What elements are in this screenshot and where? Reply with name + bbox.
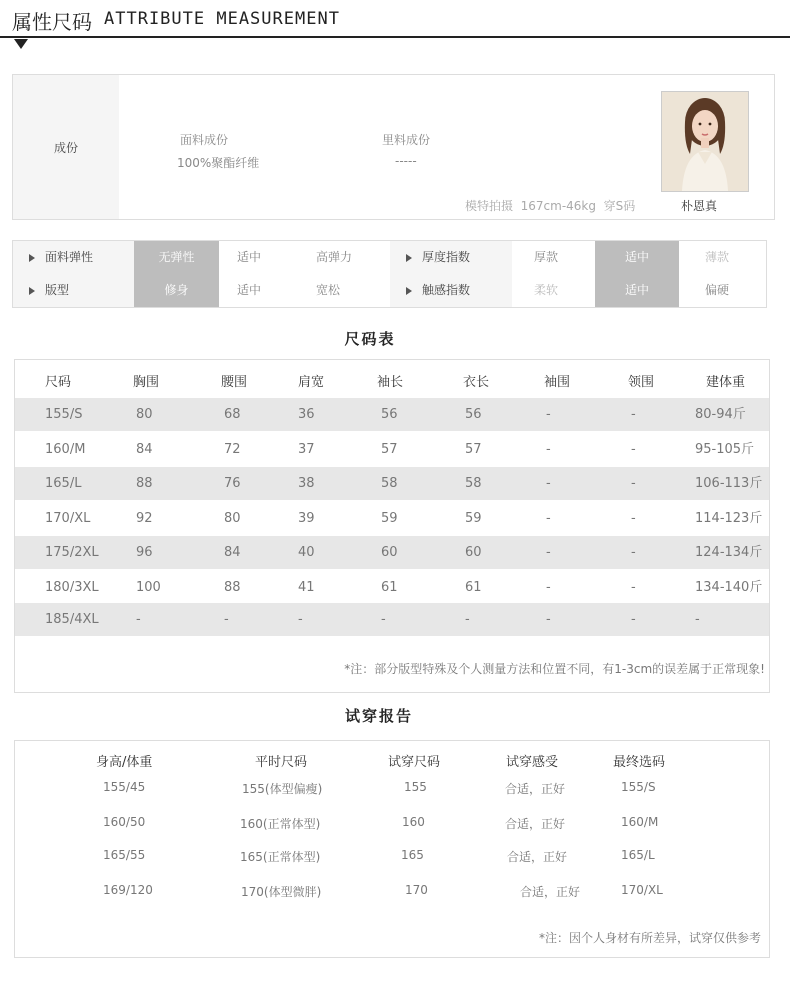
attr-option: 宽松 (316, 283, 341, 297)
table-cell: 155(体型偏瘦) (242, 782, 323, 796)
table-cell: 41 (298, 580, 315, 595)
table-cell: 170/XL (45, 511, 91, 526)
col-header: 腰围 (221, 375, 248, 390)
table-cell: 合适，正好 (505, 817, 566, 831)
table-cell: 165(正常体型) (240, 850, 321, 864)
table-cell: 39 (298, 511, 315, 526)
col-header: 身高/体重 (96, 755, 153, 770)
table-cell: 76 (224, 476, 241, 491)
col-header: 尺码 (45, 375, 72, 390)
table-cell: - (631, 442, 636, 457)
table-cell: - (546, 580, 551, 595)
fabric-value: 100%聚酯纤维 (177, 156, 260, 170)
attribute-grid (12, 240, 767, 308)
lining-label: 里料成份 (382, 133, 431, 147)
attr-option: 薄款 (705, 250, 730, 264)
table-cell: 72 (224, 442, 241, 457)
attr-label: 面料弹性 (45, 250, 94, 264)
table-cell: 175/2XL (45, 545, 99, 560)
section-title-en: ATTRIBUTE MEASUREMENT (104, 9, 340, 29)
table-cell: - (695, 612, 700, 627)
table-cell: - (631, 407, 636, 422)
table-cell: 180/3XL (45, 580, 99, 595)
table-cell: 165 (401, 848, 424, 862)
table-cell: 59 (381, 511, 398, 526)
table-row (15, 398, 769, 431)
model-info: 模特拍摄 167cm-46kg 穿S码 (465, 199, 636, 213)
attr-option-selected: 适中 (595, 241, 679, 274)
table-cell: 170 (405, 883, 428, 897)
table-cell: - (631, 545, 636, 560)
table-cell: 170/XL (621, 883, 663, 897)
table-cell: 59 (465, 511, 482, 526)
attr-option: 厚款 (534, 250, 559, 264)
table-cell: - (631, 511, 636, 526)
attr-option-selected: 适中 (595, 274, 679, 307)
table-cell: 61 (381, 580, 398, 595)
table-cell: 134-140斤 (695, 580, 763, 595)
table-cell: - (546, 442, 551, 457)
table-cell: - (631, 612, 636, 627)
triangle-right-icon (406, 254, 412, 262)
table-cell: 106-113斤 (695, 476, 763, 491)
table-cell: 160/50 (103, 815, 146, 829)
table-cell: 84 (136, 442, 153, 457)
table-cell: - (631, 476, 636, 491)
triangle-right-icon (29, 254, 35, 262)
attr-option: 柔软 (534, 283, 559, 297)
section-title-cn: 属性尺码 (12, 10, 92, 34)
table-row (15, 467, 769, 500)
col-header: 试穿感受 (506, 755, 559, 770)
table-cell: 58 (381, 476, 398, 491)
table-cell: 96 (136, 545, 153, 560)
col-header: 袖围 (544, 375, 571, 390)
table-cell: 40 (298, 545, 315, 560)
table-cell: 155 (404, 780, 427, 794)
fabric-label: 面料成份 (180, 133, 229, 147)
attr-row-thickness (390, 241, 512, 274)
col-header: 袖长 (377, 375, 404, 390)
table-cell: 165/L (621, 848, 655, 862)
table-cell: 合适，正好 (505, 782, 566, 796)
attr-option: 偏硬 (705, 283, 730, 297)
table-cell: - (465, 612, 470, 627)
header-divider (0, 36, 790, 38)
table-row (15, 536, 769, 569)
composition-label-cell (13, 75, 119, 219)
table-cell: 160/M (621, 815, 659, 829)
table-cell: 165/L (45, 476, 82, 491)
table-cell: 80 (224, 511, 241, 526)
table-cell: 88 (136, 476, 153, 491)
size-table-header (15, 366, 769, 399)
table-cell: 169/120 (103, 883, 153, 897)
table-cell: 92 (136, 511, 153, 526)
table-cell: 60 (381, 545, 398, 560)
col-header: 领围 (628, 375, 655, 390)
lining-value: ----- (395, 154, 417, 168)
table-cell: 61 (465, 580, 482, 595)
table-cell: - (631, 580, 636, 595)
table-cell: 155/S (45, 407, 83, 422)
table-cell: 56 (381, 407, 398, 422)
col-header: 胸围 (133, 375, 160, 390)
table-cell: - (546, 511, 551, 526)
col-header: 最终选码 (613, 755, 666, 770)
attr-option: 适中 (237, 250, 262, 264)
attr-option: 适中 (237, 283, 262, 297)
table-cell: 124-134斤 (695, 545, 763, 560)
table-cell: 185/4XL (45, 612, 99, 627)
table-cell: 155/S (621, 780, 656, 794)
attr-option-selected: 修身 (134, 274, 219, 307)
table-cell: 160/M (45, 442, 86, 457)
model-name: 朴恩真 (681, 199, 718, 213)
table-cell: 38 (298, 476, 315, 491)
col-header: 衣长 (463, 375, 490, 390)
table-cell: 170(体型微胖) (241, 885, 322, 899)
attr-option: 高弹力 (316, 250, 353, 264)
try-report-title: 试穿报告 (344, 707, 413, 725)
table-cell: 合适，正好 (520, 885, 581, 899)
triangle-down-icon (14, 39, 28, 49)
triangle-right-icon (406, 287, 412, 295)
table-cell: 165/55 (103, 848, 146, 862)
table-cell: 68 (224, 407, 241, 422)
table-cell: 60 (465, 545, 482, 560)
try-note: *注：因个人身材有所差异，试穿仅供参考 (538, 931, 761, 945)
table-cell: 57 (465, 442, 482, 457)
table-cell: 160 (402, 815, 425, 829)
table-cell: - (136, 612, 141, 627)
triangle-right-icon (29, 287, 35, 295)
size-note: *注：部分版型特殊及个人测量方法和位置不同，有1-3cm的误差属于正常现象! (344, 662, 765, 676)
table-cell: - (546, 545, 551, 560)
table-cell: 合适，正好 (507, 850, 568, 864)
attr-label: 版型 (45, 283, 70, 297)
table-cell: - (546, 407, 551, 422)
table-cell: - (298, 612, 303, 627)
table-row (15, 571, 769, 604)
size-table (14, 359, 770, 693)
table-cell: 80-94斤 (695, 407, 746, 422)
table-row (15, 603, 769, 636)
table-cell: - (224, 612, 229, 627)
table-cell: 57 (381, 442, 398, 457)
table-cell: - (381, 612, 386, 627)
attr-row-elasticity (13, 241, 134, 274)
col-header: 建体重 (706, 375, 746, 390)
table-cell: - (546, 612, 551, 627)
table-cell: 36 (298, 407, 315, 422)
table-cell: 100 (136, 580, 161, 595)
attr-row-touch (390, 274, 512, 307)
table-cell: - (546, 476, 551, 491)
composition-label: 成份 (53, 141, 78, 155)
table-cell: 56 (465, 407, 482, 422)
model-photo (661, 91, 749, 192)
table-cell: 114-123斤 (695, 511, 763, 526)
table-cell: 58 (465, 476, 482, 491)
col-header: 试穿尺码 (388, 755, 441, 770)
table-cell: 88 (224, 580, 241, 595)
table-row (15, 433, 769, 466)
table-cell: 160(正常体型) (240, 817, 321, 831)
attr-row-fit (13, 274, 134, 307)
try-report-table (14, 740, 770, 958)
table-cell: 84 (224, 545, 241, 560)
attr-label: 触感指数 (422, 283, 471, 297)
size-table-title: 尺码表 (344, 330, 396, 348)
table-cell: 155/45 (103, 780, 146, 794)
table-cell: 37 (298, 442, 315, 457)
table-cell: 95-105斤 (695, 442, 755, 457)
col-header: 平时尺码 (255, 755, 308, 770)
table-row (15, 502, 769, 535)
attr-label: 厚度指数 (422, 250, 471, 264)
table-cell: 80 (136, 407, 153, 422)
col-header: 肩宽 (298, 375, 325, 390)
attr-option-selected: 无弹性 (134, 241, 219, 274)
